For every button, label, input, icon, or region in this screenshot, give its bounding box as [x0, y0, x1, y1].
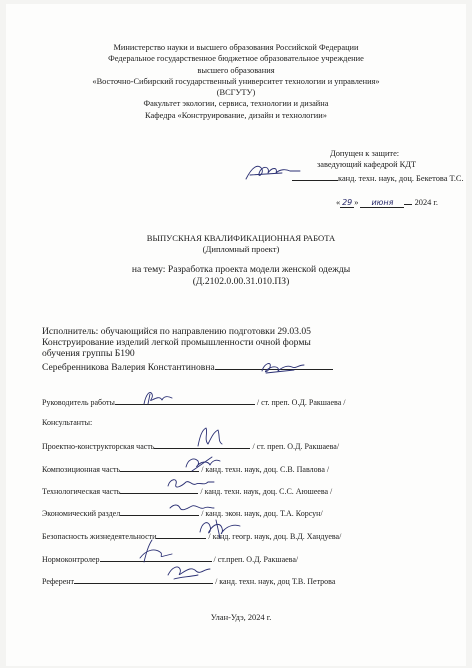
date-month: июня	[360, 198, 404, 208]
work-title	[46, 233, 436, 255]
approval-date: « 29 » июня 2024 г.	[336, 198, 438, 207]
supervisor-row	[42, 396, 345, 407]
consultant-label: Композиционная часть	[42, 465, 121, 474]
consultant-name: / ст.преп. О.Д. Ракшаева/	[213, 555, 299, 564]
executor-signature-icon	[258, 359, 308, 377]
consultant-name: / канд. техн. наук, доц Т.В. Петрова	[215, 577, 336, 586]
consultants-heading: Консультанты:	[42, 418, 93, 427]
approval-signature-line	[292, 172, 464, 184]
executor-block	[42, 326, 442, 373]
consultant-label: Экономический раздел	[42, 509, 121, 518]
document-page	[6, 4, 466, 666]
executor-line-3: обучения группы Б190	[42, 348, 135, 360]
work-subtype: (Дипломный проект)	[202, 244, 280, 254]
consultant-name: / канд. техн. наук, доц. С.В. Павлова /	[201, 465, 330, 474]
head-name: канд. техн. наук, доц. Бекетова Т.С.	[338, 174, 464, 183]
consultant-name: / ст. преп. О.Д. Ракшаева/	[252, 442, 340, 451]
supervisor-name: / ст. преп. О.Д. Ракшаева /	[256, 398, 346, 407]
supervisor-signature-blank	[115, 396, 255, 405]
department-line: Кафедра «Конструирование, дизайн и технологии»	[145, 110, 327, 120]
date-year: 2024 г.	[414, 198, 438, 207]
date-day: 29	[342, 198, 353, 207]
university-abbr-line: (ВСГУТУ)	[216, 88, 256, 98]
design-signature-icon	[192, 426, 232, 448]
executor-name-row	[42, 360, 442, 373]
approval-heading: Допущен к защите:	[330, 149, 400, 158]
consultant-label: Технологическая часть	[42, 487, 121, 496]
education-level-line: высшего образования	[197, 65, 275, 75]
theme-line: на тему: Разработка проекта модели женской одежды	[131, 264, 351, 275]
work-theme	[46, 264, 436, 288]
supervisor-signature-icon	[138, 388, 174, 406]
executor-line-2: Конструирование изделий легкой промышленности очной формы	[42, 337, 311, 349]
ministry-line: Министерство науки и высшего образования Российской Федерации	[113, 43, 359, 52]
consultant-row-design	[42, 440, 339, 451]
institution-type-line: Федеральное государственное бюджетное образовательное учреждение	[108, 54, 364, 64]
executor-line-1: Исполнитель: обучающийся по направлению подготовки 29.03.05	[42, 326, 311, 337]
approval-position: заведующий кафедрой КДТ	[317, 160, 417, 169]
economics-signature-icon	[166, 500, 216, 514]
consultant-row-safety	[42, 530, 341, 541]
faculty-line: Факультет экологии, сервиса, технологии и дизайна	[143, 99, 329, 109]
executor-name: Серебренникова Валерия Константиновна	[42, 361, 215, 373]
head-signature-icon	[242, 161, 302, 183]
supervisor-label: Руководитель работы	[42, 398, 115, 407]
composition-signature-icon	[182, 453, 222, 473]
consultant-name: / канд. техн. наук, доц. С.С. Аюшеева /	[200, 487, 333, 496]
document-code: (Д.2102.0.00.31.010.ПЗ)	[192, 276, 290, 287]
institution-header	[46, 42, 426, 121]
consultant-label: Безопасность жизнедеятельности	[42, 532, 157, 541]
city-year: Улан-Удэ, 2024 г.	[210, 613, 272, 622]
consultant-name: / канд. геогр. наук, доц. В.Д. Хандуева/	[208, 532, 342, 541]
university-name-line: «Восточно-Сибирский государственный университет технологии и управления»	[92, 76, 380, 86]
consultant-label: Референт	[42, 577, 75, 586]
reviewer-signature-icon	[164, 561, 214, 583]
work-type: ВЫПУСКНАЯ КВАЛИФИКАЦИОННАЯ РАБОТА	[146, 233, 336, 243]
consultant-label: Проектно-конструкторская часть	[42, 442, 155, 451]
consultant-name: / канд. экон. наук, доц. Т.А. Корсун/	[201, 509, 323, 518]
consultant-label: Нормоконтролер	[42, 555, 100, 564]
safety-signature-icon	[196, 516, 244, 540]
technology-signature-icon	[164, 476, 216, 492]
